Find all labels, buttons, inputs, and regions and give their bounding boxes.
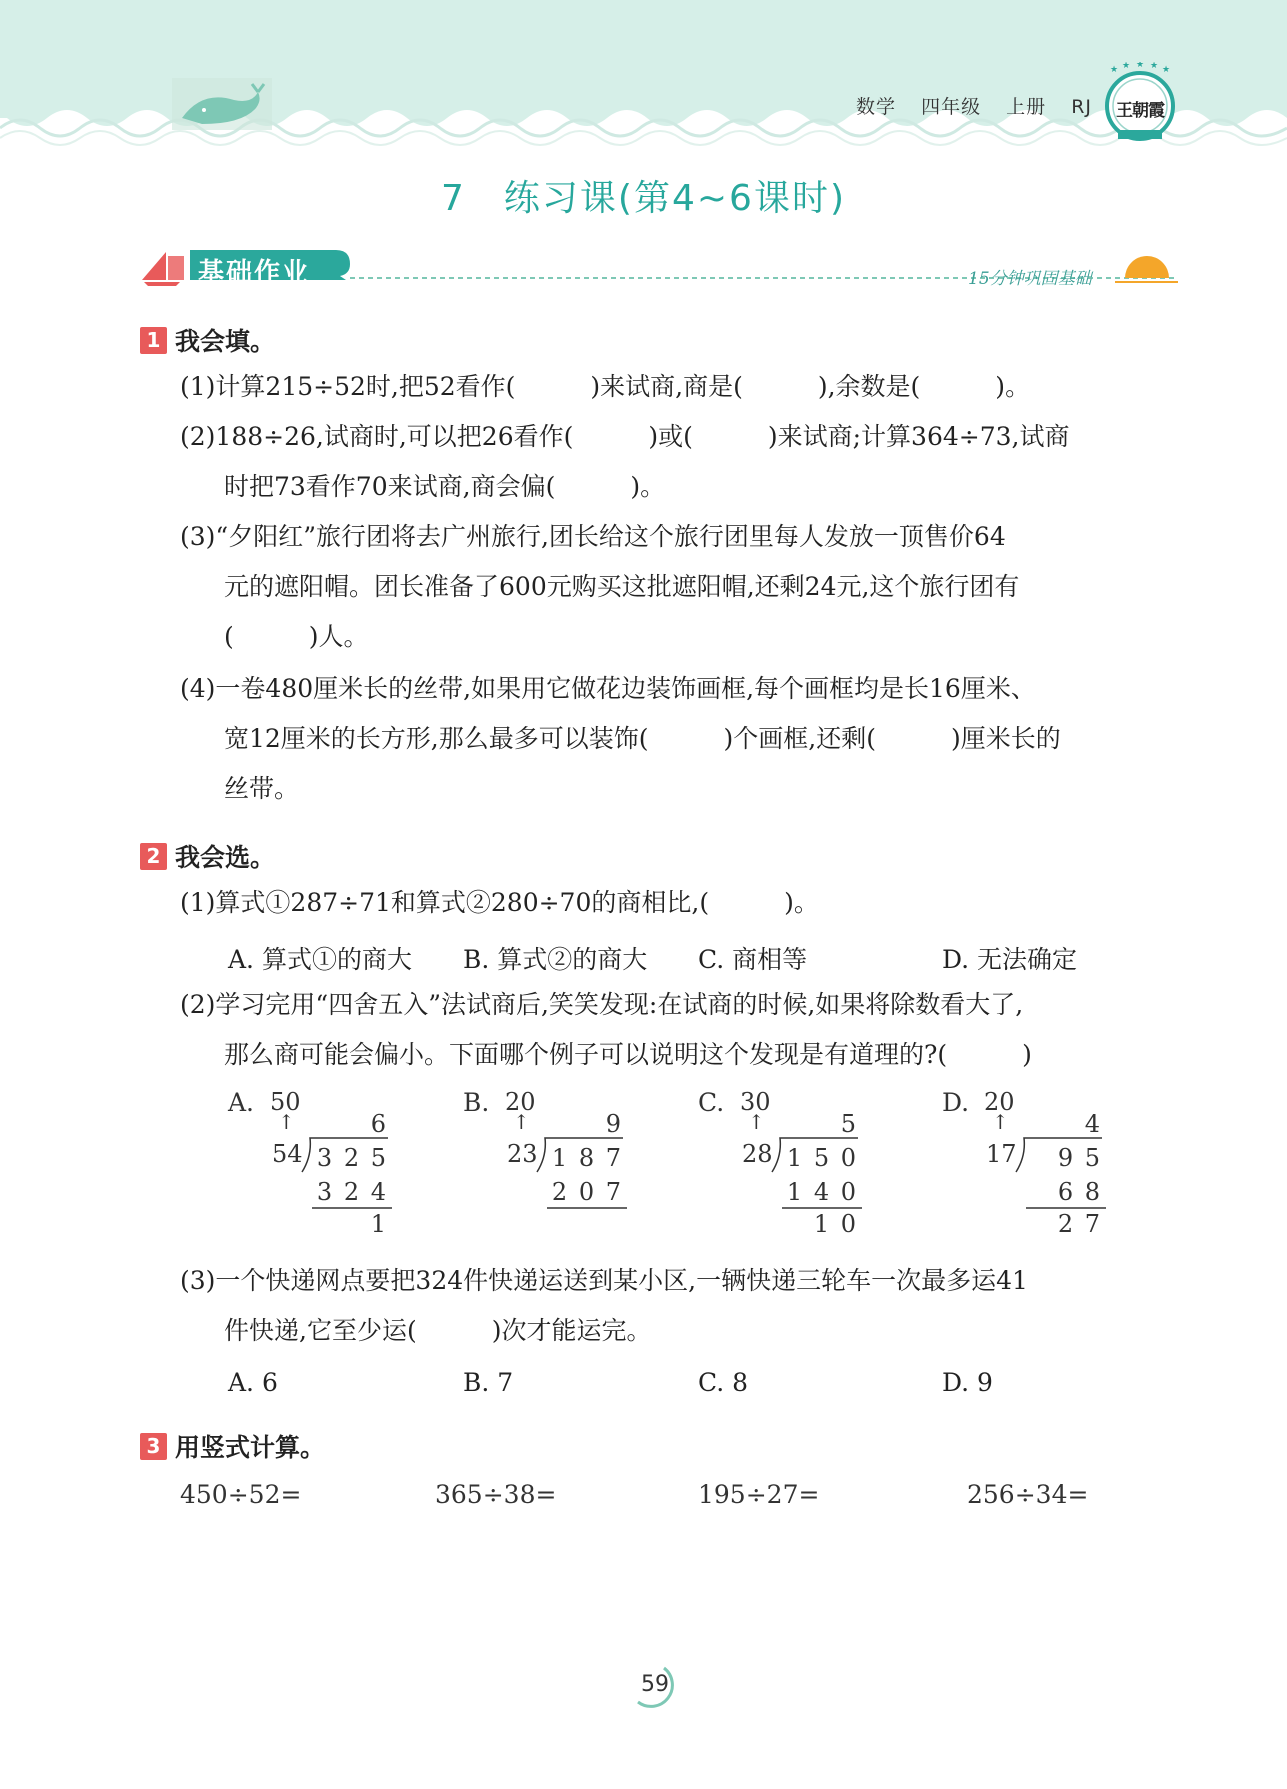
svg-text:★: ★ xyxy=(1110,65,1119,75)
arrow-up-icon: ↑ xyxy=(513,1110,530,1134)
remainder: 2 7 xyxy=(1057,1210,1102,1238)
product: 2 0 7 xyxy=(551,1178,623,1206)
divisor: 28 xyxy=(742,1140,773,1168)
q2-sub3-line: 件快递,它至少运( )次才能运完。 xyxy=(224,1316,652,1345)
q1-line: (1)计算215÷52时,把52看作( )来试商,商是( ),余数是( )。 xyxy=(180,372,1031,401)
q2-sub3-option-a: A. 6 xyxy=(228,1368,278,1397)
dividend: 1 8 7 xyxy=(551,1144,623,1172)
option-label: D. xyxy=(942,1088,970,1117)
product: 1 4 0 xyxy=(786,1178,858,1206)
subtraction-line xyxy=(547,1206,627,1210)
header-edition: RJ xyxy=(1071,96,1092,118)
quotient: 9 xyxy=(605,1110,623,1138)
vertical-calc-problem: 256÷34= xyxy=(967,1480,1089,1509)
question-title: 我会选。 xyxy=(175,843,276,872)
q2-sub1-option-c: C. 商相等 xyxy=(698,945,808,974)
quotient: 6 xyxy=(370,1110,388,1138)
product: 3 2 4 xyxy=(316,1178,388,1206)
vertical-calc-problem: 365÷38= xyxy=(435,1480,557,1509)
divisor: 17 xyxy=(986,1140,1017,1168)
svg-text:★: ★ xyxy=(1162,65,1171,75)
section-label: 基础作业 xyxy=(198,258,311,288)
question-number: 1 xyxy=(140,327,167,354)
vertical-calc-problem: 195÷27= xyxy=(698,1480,820,1509)
header-volume: 上册 xyxy=(1006,96,1047,118)
header-subject: 数学 xyxy=(856,96,897,118)
page-number-text: 59 xyxy=(641,1672,669,1697)
long-division-example xyxy=(942,1088,1122,1238)
dividend: 3 2 5 xyxy=(316,1144,388,1172)
vertical-calc-problem: 450÷52= xyxy=(180,1480,302,1509)
quotient: 4 xyxy=(1084,1110,1102,1138)
question-number: 3 xyxy=(140,1433,167,1460)
q2-sub1: (1)算式①287÷71和算式②280÷70的商相比,( )。 xyxy=(180,888,819,917)
q2-sub3-option-c: C. 8 xyxy=(698,1368,749,1397)
q2-sub1-option-d: D. 无法确定 xyxy=(942,945,1078,974)
approx-divisor: 20 xyxy=(984,1088,1015,1116)
divisor: 54 xyxy=(272,1140,303,1168)
header-meta xyxy=(838,92,1092,119)
approx-divisor: 30 xyxy=(740,1088,771,1116)
option-label: C. xyxy=(698,1088,725,1117)
question-title: 用竖式计算。 xyxy=(175,1433,326,1462)
arrow-up-icon: ↑ xyxy=(278,1110,295,1134)
dividend: 9 5 xyxy=(1057,1144,1102,1172)
long-division-example xyxy=(228,1088,408,1238)
question-1-heading xyxy=(140,322,275,358)
product: 6 8 xyxy=(1057,1178,1102,1206)
svg-text:★: ★ xyxy=(1150,62,1159,71)
q1-line: 时把73看作70来试商,商会偏( )。 xyxy=(224,472,666,501)
arrow-up-icon: ↑ xyxy=(748,1110,765,1134)
q1-line: (4)一卷480厘米长的丝带,如果用它做花边装饰画框,每个画框均是长16厘米、 xyxy=(180,674,1036,703)
divisor: 23 xyxy=(507,1140,538,1168)
question-2-heading xyxy=(140,838,275,874)
dividend: 1 5 0 xyxy=(786,1144,858,1172)
option-label: A. xyxy=(228,1088,255,1117)
question-number: 2 xyxy=(140,843,167,870)
long-division-example xyxy=(698,1088,878,1238)
question-3-heading xyxy=(140,1428,325,1464)
q1-line: 宽12厘米的长方形,那么最多可以装饰( )个画框,还剩( )厘米长的 xyxy=(224,724,1061,753)
q2-sub3-line: (3)一个快递网点要把324件快递运送到某小区,一辆快递三轮车一次最多运41 xyxy=(180,1266,1028,1295)
svg-text:★: ★ xyxy=(1136,62,1145,70)
approx-divisor: 50 xyxy=(270,1088,301,1116)
option-label: B. xyxy=(463,1088,490,1117)
q2-sub2-line: 那么商可能会偏小。下面哪个例子可以说明这个发现是有道理的?( ) xyxy=(224,1040,1032,1069)
header-grade: 四年级 xyxy=(921,96,982,118)
q2-sub3-option-b: B. 7 xyxy=(463,1368,514,1397)
logo-text: 王朝霞 xyxy=(1116,101,1164,121)
page-title: 7 练习课(第4~6课时) xyxy=(441,178,846,219)
arrow-up-icon: ↑ xyxy=(992,1110,1009,1134)
q1-line: (2)188÷26,试商时,可以把26看作( )或( )来试商;计算364÷73,试商 xyxy=(180,422,1070,451)
q1-line: (3)“夕阳红”旅行团将去广州旅行,团长给这个旅行团里每人发放一顶售价64 xyxy=(180,522,1006,551)
q1-line: 元的遮阳帽。团长准备了600元购买这批遮阳帽,还剩24元,这个旅行团有 xyxy=(224,572,1020,601)
q1-line: 丝带。 xyxy=(224,774,300,803)
long-division-example xyxy=(463,1088,643,1238)
quotient: 5 xyxy=(840,1110,858,1138)
q2-sub3-option-d: D. 9 xyxy=(942,1368,993,1397)
question-title: 我会填。 xyxy=(175,327,276,356)
section-note: 15分钟巩固基础 xyxy=(968,269,1092,289)
q2-sub1-option-b: B. 算式②的商大 xyxy=(463,945,648,974)
q2-sub2-line: (2)学习完用“四舍五入”法试商后,笑笑发现:在试商的时候,如果将除数看大了, xyxy=(180,990,1024,1019)
q2-sub1-option-a: A. 算式①的商大 xyxy=(228,945,412,974)
whale-icon xyxy=(172,78,272,130)
svg-text:★: ★ xyxy=(1122,62,1131,71)
q1-line: ( )人。 xyxy=(224,622,369,651)
header-band xyxy=(0,0,1287,150)
brand-logo xyxy=(1100,62,1180,142)
approx-divisor: 20 xyxy=(505,1088,536,1116)
remainder: 1 xyxy=(370,1210,388,1238)
page-number xyxy=(620,1672,690,1697)
remainder: 1 0 xyxy=(813,1210,858,1238)
